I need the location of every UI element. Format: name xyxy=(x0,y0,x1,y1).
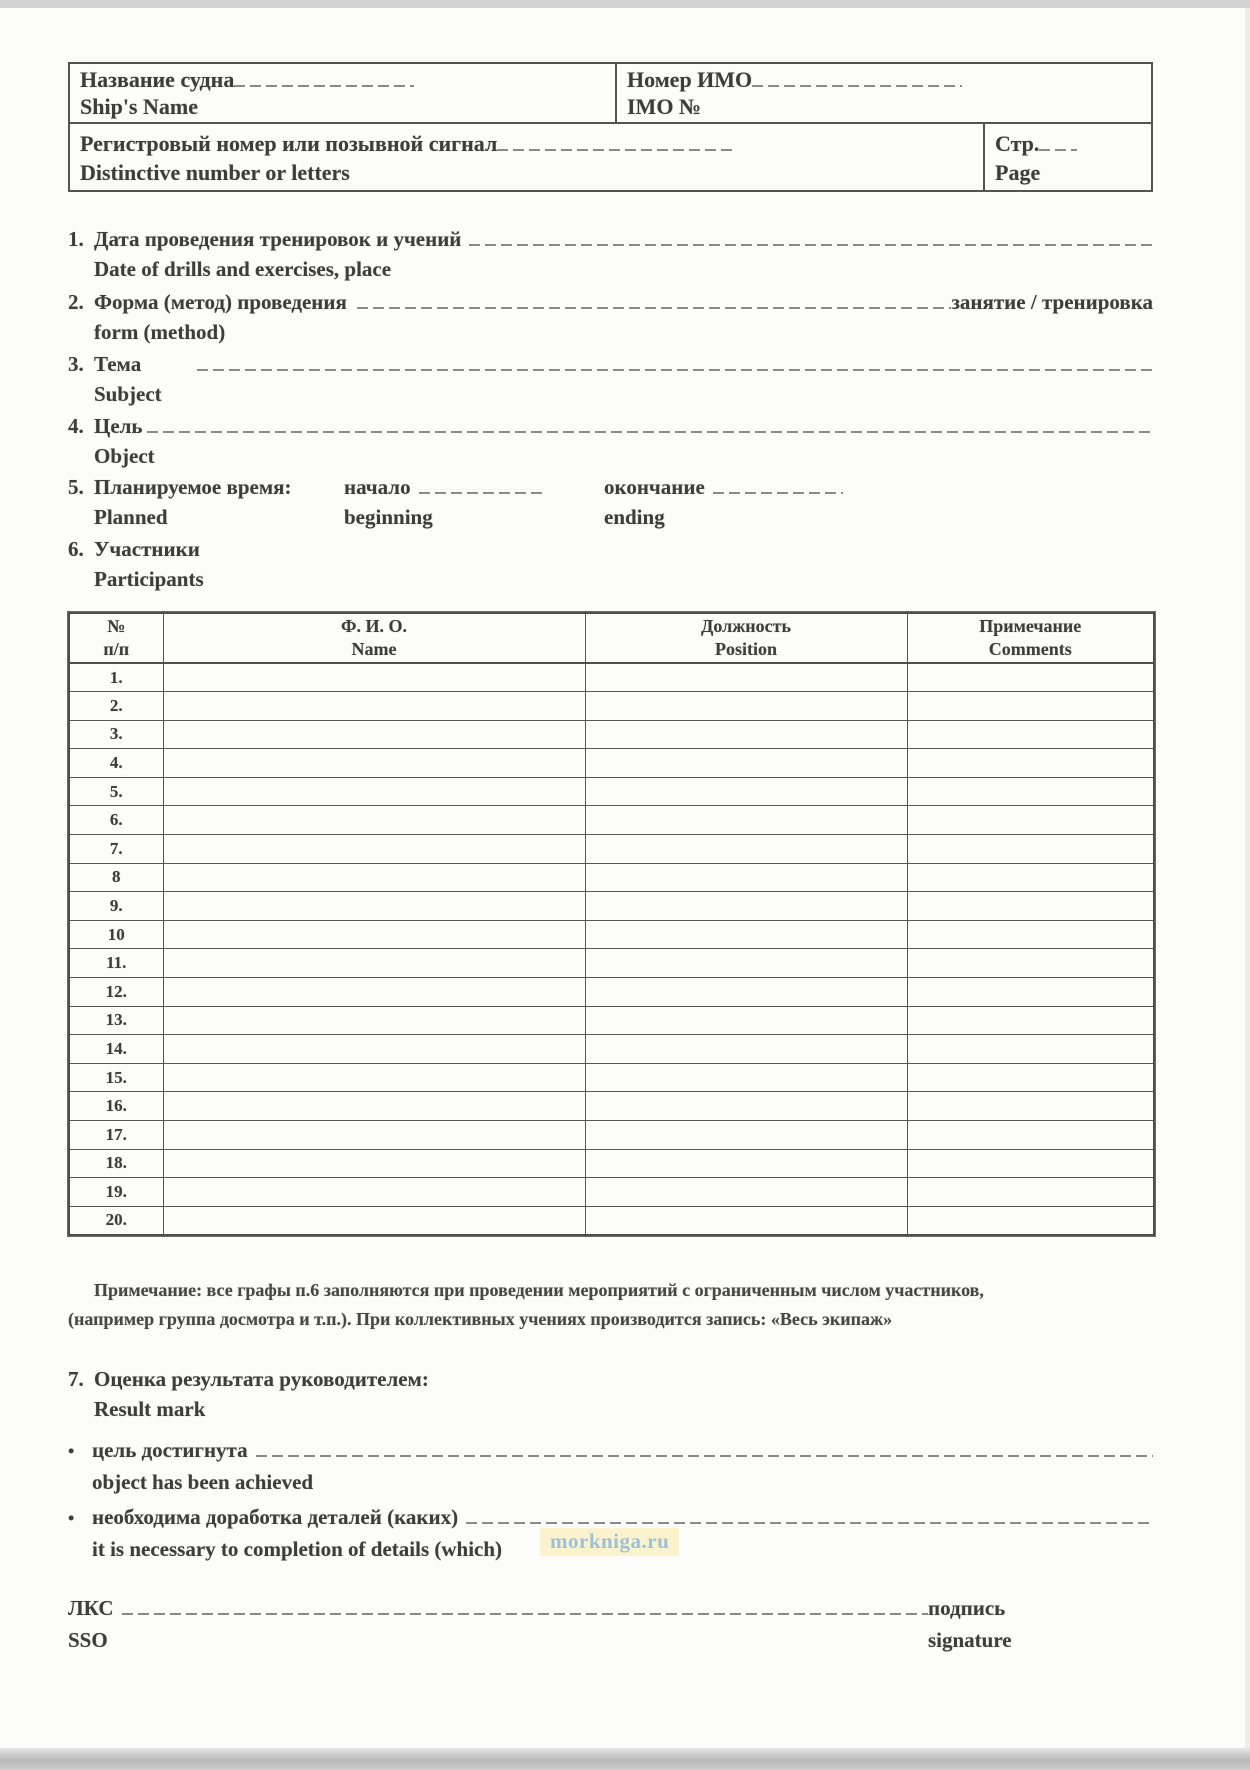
bullet-marker: • xyxy=(68,1441,75,1461)
name-cell xyxy=(163,1035,585,1064)
ship-name-label-en: Ship's Name xyxy=(80,94,198,119)
column-header-name: Ф. И. О. Name xyxy=(163,613,585,663)
position-cell xyxy=(585,663,907,692)
row-number-cell: 18. xyxy=(69,1149,163,1178)
ship-identification-box xyxy=(68,62,1153,192)
row-number-cell: 7. xyxy=(69,835,163,864)
table-row xyxy=(69,663,1154,692)
item-label-ru: Дата проведения тренировок и учений xyxy=(94,227,462,251)
position-cell xyxy=(585,1121,907,1150)
comments-cell xyxy=(907,835,1154,864)
beginning-label-en: beginning xyxy=(344,505,433,529)
position-cell xyxy=(585,749,907,778)
row-number-cell: 14. xyxy=(69,1035,163,1064)
scan-edge-bottom xyxy=(0,1748,1250,1770)
participants-table-body xyxy=(69,663,1154,1235)
column-header-position: Должность Position xyxy=(585,613,907,663)
table-row xyxy=(69,1178,1154,1207)
ending-time-field xyxy=(713,479,843,494)
item-label-ru: Планируемое время: xyxy=(94,475,292,499)
row-number-cell: 6. xyxy=(69,806,163,835)
details-needed-field xyxy=(466,1509,1153,1524)
name-cell xyxy=(163,863,585,892)
row-number-cell: 15. xyxy=(69,1063,163,1092)
item-label-ru: Цель xyxy=(94,414,143,438)
row-number-cell: 4. xyxy=(69,749,163,778)
comments-cell xyxy=(907,1006,1154,1035)
item-label-ru: Оценка результата руководителем: xyxy=(94,1367,429,1391)
position-cell xyxy=(585,720,907,749)
signature-label-ru: подпись xyxy=(928,1596,1006,1620)
item-label-en: Participants xyxy=(94,567,204,591)
position-cell xyxy=(585,835,907,864)
bullet-marker: • xyxy=(68,1508,75,1528)
position-cell xyxy=(585,1206,907,1235)
table-row xyxy=(69,863,1154,892)
registry-number-cell xyxy=(70,124,985,190)
note-line-2: (например группа досмотра и т.п.). При коллективных учениях производится запись: «Весь экипаж» xyxy=(68,1309,893,1329)
item-label-en: form (method) xyxy=(94,320,226,344)
row-number-cell: 5. xyxy=(69,777,163,806)
item-number: 4. xyxy=(68,414,84,438)
position-cell xyxy=(585,1149,907,1178)
comments-cell xyxy=(907,892,1154,921)
comments-cell xyxy=(907,749,1154,778)
imo-number-cell xyxy=(617,64,1151,122)
item-number: 1. xyxy=(68,227,84,251)
table-row xyxy=(69,1035,1154,1064)
item-planned-time xyxy=(68,472,1153,532)
item-label-en: Planned xyxy=(94,505,168,529)
name-cell xyxy=(163,1092,585,1121)
position-cell xyxy=(585,806,907,835)
name-cell xyxy=(163,692,585,721)
table-row xyxy=(69,777,1154,806)
name-cell xyxy=(163,1121,585,1150)
table-row xyxy=(69,892,1154,921)
header-row-1 xyxy=(70,64,1151,122)
table-row xyxy=(69,806,1154,835)
comments-cell xyxy=(907,1035,1154,1064)
comments-cell xyxy=(907,720,1154,749)
position-cell xyxy=(585,692,907,721)
bullet-label-ru: необходима доработка деталей (каких) xyxy=(92,1505,459,1529)
position-cell xyxy=(585,949,907,978)
scan-edge-right xyxy=(1245,8,1250,1748)
comments-cell xyxy=(907,806,1154,835)
comments-cell xyxy=(907,949,1154,978)
row-number-cell: 20. xyxy=(69,1206,163,1235)
position-cell xyxy=(585,892,907,921)
column-header-number: № п/п xyxy=(69,613,163,663)
item-number: 5. xyxy=(68,475,84,499)
position-cell xyxy=(585,777,907,806)
row-number-cell: 1. xyxy=(69,663,163,692)
page-label-ru: Стр. xyxy=(995,131,1040,156)
row-number-cell: 3. xyxy=(69,720,163,749)
subject-field xyxy=(197,356,1153,371)
name-cell xyxy=(163,720,585,749)
name-cell xyxy=(163,920,585,949)
ship-name-cell xyxy=(70,64,617,122)
bullet-label-en: it is necessary to completion of details (which) xyxy=(92,1537,503,1561)
sso-label: SSO xyxy=(68,1628,108,1652)
note-paragraph xyxy=(68,1276,1160,1334)
name-cell xyxy=(163,749,585,778)
table-row xyxy=(69,749,1154,778)
comments-cell xyxy=(907,1206,1154,1235)
item-subject xyxy=(68,349,1153,409)
name-cell xyxy=(163,1178,585,1207)
item-participants xyxy=(68,534,1153,594)
row-number-cell: 8 xyxy=(69,863,163,892)
date-of-drills-field xyxy=(469,231,1153,246)
beginning-time-field xyxy=(419,479,547,494)
ship-name-field xyxy=(234,71,414,87)
item-label-en: Subject xyxy=(94,382,162,406)
registry-label-en: Distinctive number or letters xyxy=(80,160,350,185)
name-cell xyxy=(163,1063,585,1092)
comments-cell xyxy=(907,863,1154,892)
row-number-cell: 11. xyxy=(69,949,163,978)
item-number: 2. xyxy=(68,290,84,314)
position-cell xyxy=(585,863,907,892)
row-number-cell: 9. xyxy=(69,892,163,921)
item-label-ru: Участники xyxy=(94,537,200,561)
name-cell xyxy=(163,1206,585,1235)
signature-block xyxy=(68,1592,1033,1656)
table-row xyxy=(69,978,1154,1007)
page-number-cell xyxy=(985,124,1151,190)
table-row xyxy=(69,949,1154,978)
column-header-comments: Примечание Comments xyxy=(907,613,1154,663)
table-row xyxy=(69,1121,1154,1150)
comments-cell xyxy=(907,978,1154,1007)
item-date-of-drills xyxy=(68,224,1153,284)
position-cell xyxy=(585,1063,907,1092)
name-cell xyxy=(163,835,585,864)
registry-label-ru: Регистровый номер или позывной сигнал xyxy=(80,131,498,156)
table-row xyxy=(69,835,1154,864)
table-row xyxy=(69,1063,1154,1092)
comments-cell xyxy=(907,692,1154,721)
beginning-label-ru: начало xyxy=(344,475,411,499)
comments-cell xyxy=(907,1063,1154,1092)
table-row xyxy=(69,1092,1154,1121)
item-label-ru: Тема xyxy=(94,352,142,376)
name-cell xyxy=(163,777,585,806)
row-number-cell: 16. xyxy=(69,1092,163,1121)
name-cell xyxy=(163,892,585,921)
name-cell xyxy=(163,806,585,835)
object-achieved-field xyxy=(256,1442,1153,1457)
comments-cell xyxy=(907,1178,1154,1207)
comments-cell xyxy=(907,777,1154,806)
name-cell xyxy=(163,663,585,692)
item-form-method xyxy=(68,287,1153,347)
row-number-cell: 2. xyxy=(69,692,163,721)
participants-table xyxy=(68,612,1155,1236)
page-label-en: Page xyxy=(995,160,1041,185)
row-number-cell: 19. xyxy=(69,1178,163,1207)
table-row xyxy=(69,720,1154,749)
position-cell xyxy=(585,978,907,1007)
item-label-en: Date of drills and exercises, place xyxy=(94,257,392,281)
site-watermark: morkniga.ru xyxy=(540,1528,679,1556)
signature-label-en: signature xyxy=(928,1628,1012,1652)
lks-label: ЛКС xyxy=(68,1596,114,1620)
signature-field xyxy=(122,1600,928,1615)
imo-label-en: IMO № xyxy=(627,94,702,119)
item-object xyxy=(68,411,1153,471)
comments-cell xyxy=(907,920,1154,949)
name-cell xyxy=(163,1006,585,1035)
header-row-2 xyxy=(70,122,1151,190)
row-number-cell: 17. xyxy=(69,1121,163,1150)
item-number: 3. xyxy=(68,352,84,376)
ending-label-en: ending xyxy=(604,505,665,529)
item-result-mark xyxy=(68,1364,1153,1424)
item-number: 7. xyxy=(68,1367,84,1391)
comments-cell xyxy=(907,1149,1154,1178)
position-cell xyxy=(585,920,907,949)
bullet-label-ru: цель достигнута xyxy=(92,1438,248,1462)
comments-cell xyxy=(907,663,1154,692)
position-cell xyxy=(585,1178,907,1207)
item-label-en: Result mark xyxy=(94,1397,206,1421)
object-field xyxy=(147,418,1153,433)
table-row xyxy=(69,1206,1154,1235)
table-row xyxy=(69,1006,1154,1035)
position-cell xyxy=(585,1006,907,1035)
scan-edge-top xyxy=(0,0,1250,8)
name-cell xyxy=(163,978,585,1007)
imo-label-ru: Номер ИМО xyxy=(627,67,753,92)
note-line-1: Примечание: все графы п.6 заполняются при проведении мероприятий с ограниченным числом участников, xyxy=(94,1280,984,1300)
ending-label-ru: окончание xyxy=(604,475,705,499)
page-number-field xyxy=(1039,135,1077,151)
bullet-details-needed xyxy=(68,1502,1153,1565)
name-cell xyxy=(163,949,585,978)
table-header-row xyxy=(69,613,1154,663)
bullet-label-en: object has been achieved xyxy=(92,1470,314,1494)
comments-cell xyxy=(907,1121,1154,1150)
position-cell xyxy=(585,1035,907,1064)
ship-name-label-ru: Название судна xyxy=(80,67,235,92)
imo-number-field xyxy=(752,71,962,87)
row-number-cell: 13. xyxy=(69,1006,163,1035)
item-label-ru: Форма (метод) проведения xyxy=(94,290,347,314)
comments-cell xyxy=(907,1092,1154,1121)
item-suffix: занятие / тренировка xyxy=(951,290,1153,314)
table-row xyxy=(69,692,1154,721)
table-row xyxy=(69,1149,1154,1178)
table-row xyxy=(69,920,1154,949)
form-method-field xyxy=(357,294,952,309)
registry-number-field xyxy=(497,135,732,151)
item-number: 6. xyxy=(68,537,84,561)
row-number-cell: 10 xyxy=(69,920,163,949)
name-cell xyxy=(163,1149,585,1178)
row-number-cell: 12. xyxy=(69,978,163,1007)
item-label-en: Object xyxy=(94,444,155,468)
bullet-object-achieved xyxy=(68,1435,1153,1498)
position-cell xyxy=(585,1092,907,1121)
